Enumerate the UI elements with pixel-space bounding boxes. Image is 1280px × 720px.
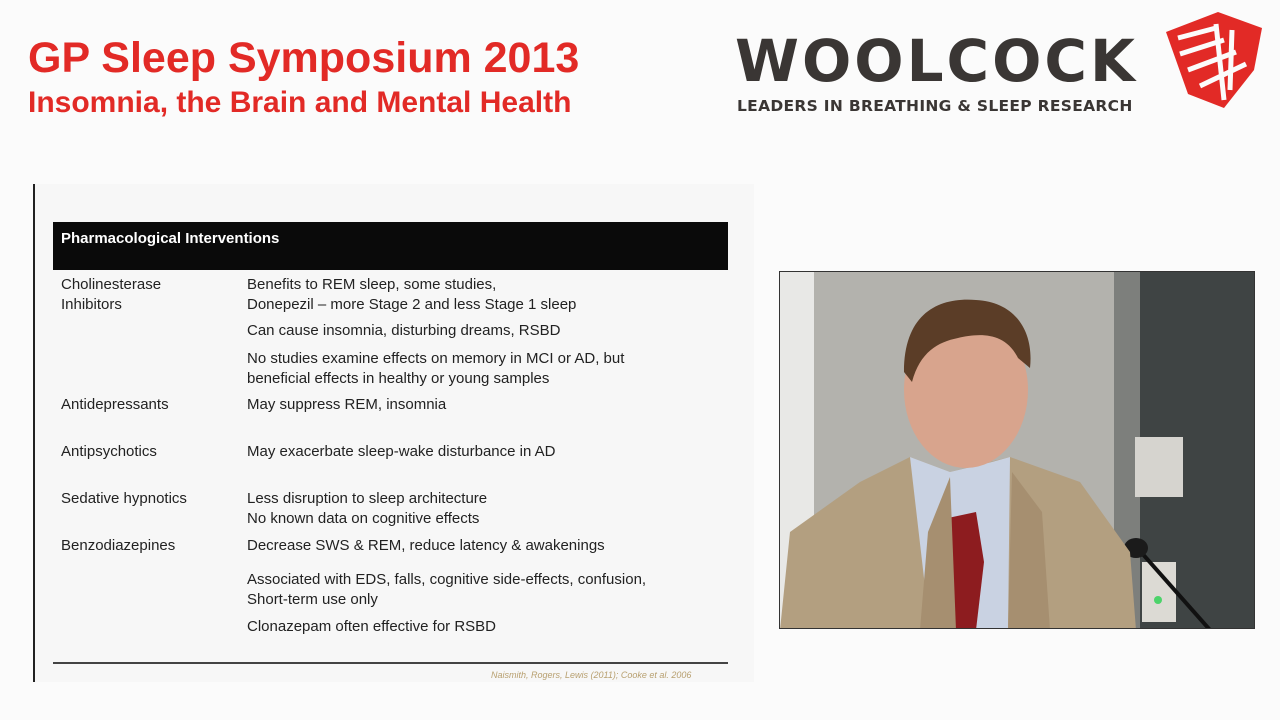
slide-reference: Naismith, Rogers, Lewis (2011); Cooke et al. 2006 [491,670,692,680]
slide-row-text: No known data on cognitive effects [247,510,480,527]
slide-row-text: May exacerbate sleep-wake disturbance in AD [247,443,556,460]
brand-name: WOOLCOCK [735,27,1138,95]
brand-tagline: LEADERS IN BREATHING & SLEEP RESEARCH [737,97,1133,115]
slide-divider [53,662,728,664]
slide-row-text: Short-term use only [247,591,378,608]
slide-row-label: Sedative hypnotics [61,490,187,507]
slide-row-text: Donepezil – more Stage 2 and less Stage 1 sleep [247,296,577,313]
slide-row-label: Inhibitors [61,296,122,313]
speaker-video-icon [780,272,1255,629]
event-title: GP Sleep Symposium 2013 [28,34,580,82]
slide-heading: Pharmacological Interventions [53,222,728,270]
event-subtitle: Insomnia, the Brain and Mental Health [28,86,572,119]
slide-row-text: No studies examine effects on memory in MCI or AD, but [247,350,625,367]
slide-row-text: May suppress REM, insomnia [247,396,447,413]
slide-row-text: Benefits to REM sleep, some studies, [247,276,497,293]
slide-row-label: Antidepressants [61,396,169,413]
slide-row-text: Associated with EDS, falls, cognitive side-effects, confusion, [247,571,647,588]
presentation-slide [33,184,754,682]
slide-row-text: Can cause insomnia, disturbing dreams, RSBD [247,322,561,339]
slide-row-label: Antipsychotics [61,443,157,460]
slide-row-text: beneficial effects in healthy or young samples [247,370,550,387]
slide-row-text: Clonazepam often effective for RSBD [247,618,497,635]
slide-row-label: Benzodiazepines [61,537,176,554]
woolcock-lung-logo-icon [1158,10,1268,112]
slide-row-text: Less disruption to sleep architecture [247,490,488,507]
slide-row-text: Decrease SWS & REM, reduce latency & awakenings [247,537,605,554]
speaker-video[interactable] [779,271,1255,629]
slide-row-label: Cholinesterase [61,276,162,293]
